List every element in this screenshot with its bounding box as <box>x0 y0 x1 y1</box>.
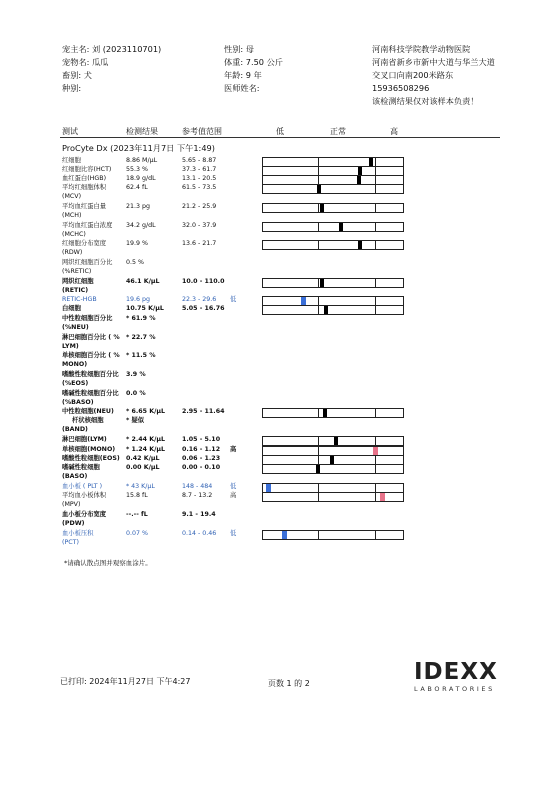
test-name: 杆状核细胞 <box>72 417 104 424</box>
flag-indicator: 低 <box>230 483 237 490</box>
patient2-line: 性别: 母 <box>224 44 254 54</box>
test-result: * 1.24 K/µL <box>126 446 166 453</box>
test-name: 血小板 ( PLT ) <box>62 483 103 490</box>
value-marker <box>358 167 362 175</box>
range-bar <box>262 408 404 418</box>
test-name: 平均血小板体积 <box>62 492 107 499</box>
range-divider <box>375 185 376 193</box>
value-marker <box>320 204 324 212</box>
patient-line: 畜别: 犬 <box>62 70 92 80</box>
range-divider <box>375 297 376 305</box>
test-result: 46.1 K/µL <box>126 278 160 285</box>
range-divider <box>318 437 319 445</box>
test-name: 平均血红蛋白浓度 <box>62 222 113 229</box>
reference-range: 5.65 - 8.87 <box>182 157 217 164</box>
col-ref: 参考值范围 <box>182 127 222 136</box>
range-divider <box>375 167 376 175</box>
reference-range: 13.6 - 21.7 <box>182 240 217 247</box>
patient2-label: 医师姓名 <box>224 83 257 93</box>
range-divider <box>375 531 376 539</box>
test-result: 10.75 K/µL <box>126 305 164 312</box>
test-name: 中性粒细胞百分比 <box>62 315 113 322</box>
test-result: 15.8 fL <box>126 492 148 499</box>
test-result: 0.42 K/µL <box>126 455 160 462</box>
reference-range: 148 - 484 <box>182 483 213 490</box>
reference-range: 0.14 - 0.46 <box>182 530 217 537</box>
test-name: 单核细胞(MONO) <box>62 446 116 453</box>
test-name: 嗜碱性粒细胞 <box>62 464 100 471</box>
range-divider <box>318 297 319 305</box>
test-result: 3.9 % <box>126 371 146 378</box>
test-result: 34.2 g/dL <box>126 222 156 229</box>
value-marker <box>323 409 327 417</box>
test-name-sub: (RDW) <box>62 249 83 256</box>
range-divider <box>318 447 319 455</box>
value-marker <box>339 223 343 231</box>
value-marker <box>373 447 378 455</box>
clinic-line: 河南省新乡市新中大道与华兰大道 <box>372 57 495 67</box>
test-result: * 6.65 K/µL <box>126 408 166 415</box>
range-bar <box>262 436 404 446</box>
range-divider <box>318 484 319 492</box>
reference-range: 1.05 - 5.10 <box>182 436 221 443</box>
test-result: * 疑似 <box>126 417 145 424</box>
test-name-sub: (MCHC) <box>62 231 86 238</box>
range-divider <box>375 456 376 464</box>
patient-line: 宠物名: 瓜瓜 <box>62 57 109 67</box>
value-marker <box>334 437 338 445</box>
range-divider <box>375 306 376 314</box>
printed-date: 已打印: 2024年11月27日 下午4:27 <box>60 677 191 686</box>
test-result: * 22.7 % <box>126 334 156 341</box>
test-name-sub: LYM) <box>62 343 79 350</box>
test-name-sub: (RETIC) <box>62 287 89 294</box>
value-marker <box>324 306 328 314</box>
reference-range: 0.16 - 1.12 <box>182 446 221 453</box>
test-name: 嗜酸性粒细胞百分比 <box>62 371 119 378</box>
test-name: 红细胞分布宽度 <box>62 240 107 247</box>
value-marker <box>301 297 306 305</box>
range-divider <box>375 465 376 473</box>
test-name: 单核细胞百分比 ( % <box>62 352 120 359</box>
test-name: 平均红细胞体积 <box>62 184 107 191</box>
flag-indicator: 低 <box>230 296 237 303</box>
reference-range: 5.05 - 16.76 <box>182 305 225 312</box>
clinic-line: 交叉口向南200米路东 <box>372 70 454 80</box>
logo-sub: LABORATORIES <box>414 685 495 693</box>
patient2-line: 年龄: 9 年 <box>224 70 262 80</box>
patient2-line: 医师姓名: <box>224 83 260 93</box>
range-divider <box>375 409 376 417</box>
test-name-sub: (PCT) <box>62 539 79 546</box>
test-result: 18.9 g/dL <box>126 175 156 182</box>
test-result: * 61.9 % <box>126 315 156 322</box>
test-result: --.-- fL <box>126 511 148 518</box>
test-name: 中性粒细胞(NEU) <box>62 408 114 415</box>
test-name: 血小板分布宽度 <box>62 511 107 518</box>
test-name-sub: (PDW) <box>62 520 85 527</box>
patient-info <box>62 43 161 95</box>
patient2-line: 体重: 7.50 公斤 <box>224 57 283 67</box>
page-number: 页数 1 的 2 <box>268 679 310 688</box>
reference-range: 37.3 - 61.7 <box>182 166 217 173</box>
test-name: 淋巴细胞(LYM) <box>62 436 107 443</box>
value-marker <box>316 465 320 473</box>
test-name: 红细胞比容(HCT) <box>62 166 112 173</box>
range-divider <box>375 158 376 166</box>
test-name: 淋巴细胞百分比 ( % <box>62 334 120 341</box>
test-name-sub: (MCV) <box>62 193 82 200</box>
value-marker <box>282 531 287 539</box>
range-divider <box>318 279 319 287</box>
range-divider <box>318 158 319 166</box>
range-divider <box>318 223 319 231</box>
patient-label: 种别 <box>62 83 79 93</box>
reference-range: 2.95 - 11.64 <box>182 408 225 415</box>
test-name-sub: (MPV) <box>62 501 81 508</box>
patient2-value: 母 <box>245 44 254 54</box>
range-divider <box>375 484 376 492</box>
range-bar <box>262 184 404 194</box>
test-name: 网织红细胞百分比 <box>62 259 113 266</box>
test-name: 嗜碱性粒细胞百分比 <box>62 390 119 397</box>
test-result: * 11.5 % <box>126 352 156 359</box>
patient2-label: 年龄 <box>224 70 241 80</box>
range-divider <box>318 531 319 539</box>
test-name: 血红蛋白(HGB) <box>62 175 107 182</box>
range-divider <box>375 279 376 287</box>
range-divider <box>318 241 319 249</box>
test-result: 0.5 % <box>126 259 144 266</box>
test-name-sub: (%RETIC) <box>62 268 92 275</box>
flag-indicator: 高 <box>230 446 237 453</box>
range-divider <box>318 409 319 417</box>
range-divider <box>318 306 319 314</box>
range-bar <box>262 464 404 474</box>
logo-brand: IDEXX <box>414 659 498 685</box>
col-normal: 正常 <box>330 127 346 136</box>
section-title: ProCyte Dx (2023年11月7日 下午1:49) <box>62 143 215 153</box>
reference-range: 10.0 - 110.0 <box>182 278 225 285</box>
test-name-sub: (%NEU) <box>62 324 89 331</box>
test-name-sub: (BASO) <box>62 473 88 480</box>
patient2-value: 9 年 <box>245 70 262 80</box>
test-name-sub: (%EOS) <box>62 380 89 387</box>
range-bar <box>262 222 404 232</box>
range-bar <box>262 305 404 315</box>
patient2-label: 体重 <box>224 57 241 67</box>
patient-line: 种别: <box>62 83 82 93</box>
test-result: 0.0 % <box>126 390 146 397</box>
test-name-sub: (%BASO) <box>62 399 94 406</box>
reference-range: 61.5 - 73.5 <box>182 184 217 191</box>
patient-label: 宠物名 <box>62 57 87 67</box>
patient-info-2 <box>224 43 283 95</box>
range-divider <box>375 437 376 445</box>
test-result: 0.07 % <box>126 530 149 537</box>
value-marker <box>358 241 362 249</box>
reference-range: 13.1 - 20.5 <box>182 175 217 182</box>
test-result: 8.86 M/µL <box>126 157 158 164</box>
range-divider <box>318 204 319 212</box>
patient2-label: 性别 <box>224 44 241 54</box>
value-marker <box>380 493 385 501</box>
patient-value: 犬 <box>83 70 92 80</box>
range-divider <box>318 176 319 184</box>
idexx-logo <box>414 660 498 693</box>
reference-range: 0.00 - 0.10 <box>182 464 221 471</box>
clinic-line: 该检测结果仅对该样本负责！ <box>372 96 479 106</box>
clinic-line: 15936508296 <box>372 83 430 93</box>
reference-range: 0.06 - 1.23 <box>182 455 221 462</box>
range-divider <box>375 241 376 249</box>
test-name-sub: (MCH) <box>62 212 82 219</box>
clinic-info <box>372 43 495 108</box>
range-divider <box>375 493 376 501</box>
range-bar <box>262 530 404 540</box>
test-name: 平均血红蛋白量 <box>62 203 107 210</box>
test-name-sub: MONO) <box>62 361 88 368</box>
patient-value: 刘 (2023110701) <box>91 44 162 54</box>
patient-label: 宠主名 <box>62 44 87 54</box>
col-low: 低 <box>276 127 284 136</box>
value-marker <box>357 176 361 184</box>
patient-label: 畜别 <box>62 70 79 80</box>
test-result: 62.4 fL <box>126 184 148 191</box>
range-divider <box>375 223 376 231</box>
clinic-line: 河南科技学院教学动物医院 <box>372 44 471 54</box>
range-divider <box>318 167 319 175</box>
test-name: 白细胞 <box>62 305 81 312</box>
patient-line: 宠主名: 刘 (2023110701) <box>62 44 162 54</box>
reference-range: 22.3 - 29.6 <box>182 296 217 303</box>
footnote: *请确认散点图并观察血涂片。 <box>64 559 152 567</box>
test-name: 血小板压积 <box>62 530 94 537</box>
reference-range: 8.7 - 13.2 <box>182 492 213 499</box>
range-bar <box>262 203 404 213</box>
range-divider <box>318 493 319 501</box>
col-high: 高 <box>390 127 398 136</box>
value-marker <box>266 484 271 492</box>
col-test: 测试 <box>62 127 78 136</box>
range-bar <box>262 278 404 288</box>
test-result: 19.6 pg <box>126 296 151 303</box>
test-result: 0.00 K/µL <box>126 464 160 471</box>
col-result: 检测结果 <box>126 127 158 136</box>
reference-range: 32.0 - 37.9 <box>182 222 217 229</box>
value-marker <box>330 456 334 464</box>
test-result: 55.3 % <box>126 166 149 173</box>
range-divider <box>318 456 319 464</box>
value-marker <box>369 158 373 166</box>
range-bar <box>262 240 404 250</box>
range-divider <box>375 176 376 184</box>
test-result: 19.9 % <box>126 240 149 247</box>
test-result: * 43 K/µL <box>126 483 155 490</box>
reference-range: 9.1 - 19.4 <box>182 511 216 518</box>
test-name: RETIC-HGB <box>62 296 97 303</box>
value-marker <box>320 279 324 287</box>
header-rule <box>60 137 500 138</box>
flag-indicator: 高 <box>230 492 237 499</box>
test-result: 21.3 pg <box>126 203 151 210</box>
test-name-sub: (BAND) <box>62 426 88 433</box>
value-marker <box>317 185 321 193</box>
reference-range: 21.2 - 25.9 <box>182 203 217 210</box>
flag-indicator: 低 <box>230 530 237 537</box>
range-divider <box>375 204 376 212</box>
test-result: * 2.44 K/µL <box>126 436 166 443</box>
test-name: 网织红细胞 <box>62 278 94 285</box>
test-name: 红细胞 <box>62 157 81 164</box>
test-name: 嗜酸性粒细胞(EOS) <box>62 455 120 462</box>
patient-value: 瓜瓜 <box>91 57 109 67</box>
range-bar <box>262 492 404 502</box>
patient2-value: 7.50 公斤 <box>245 57 283 67</box>
